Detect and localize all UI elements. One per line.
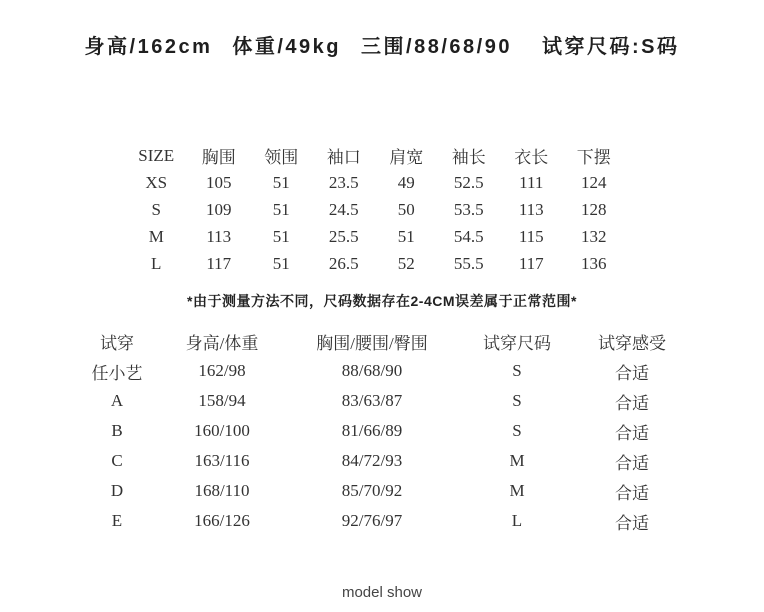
fit-table-row — [82, 476, 682, 506]
size-table-column-header: 领围 — [264, 148, 299, 167]
size-table-cell: M — [148, 226, 164, 246]
fit-table-cell: 合适 — [615, 423, 649, 443]
fit-table-column-header: 试穿感受 — [598, 333, 666, 353]
size-table-header-row — [125, 142, 625, 169]
model-measurements-label: 三围/88/68/90 — [361, 36, 512, 58]
fit-table-cell: B — [111, 421, 123, 440]
fit-table-row — [82, 416, 682, 446]
size-table-cell: 51 — [272, 253, 290, 273]
model-fit-size-label: 试穿尺码:S码 — [541, 36, 680, 58]
fit-table-column-header: 胸围/腰围/臀围 — [316, 333, 428, 353]
fit-table-column-header: 试穿尺码 — [483, 333, 551, 353]
fit-table-cell: S — [512, 391, 522, 410]
size-table-cell: 25.5 — [328, 226, 359, 246]
fit-table-cell: 合适 — [615, 513, 649, 533]
size-table-cell: 113 — [518, 199, 544, 219]
size-table-cell: 109 — [206, 199, 232, 219]
fit-table-cell: 合适 — [615, 453, 649, 473]
fit-table-cell: 83/63/87 — [341, 391, 403, 410]
size-table-column-header: SIZE — [138, 145, 175, 165]
size-table-cell: 50 — [397, 199, 415, 219]
size-table-column-header: 胸围 — [201, 148, 236, 167]
size-table-cell: 113 — [206, 226, 232, 246]
tolerance-note: *由于测量方法不同，尺码数据存在2-4CM误差属于正常范围* — [187, 293, 577, 309]
size-table-cell: 54.5 — [453, 226, 484, 246]
size-table-row — [125, 250, 625, 277]
size-table-cell: 26.5 — [328, 253, 359, 273]
size-table-column-header: 肩宽 — [389, 148, 424, 167]
model-weight-label: 体重/49kg — [232, 36, 342, 58]
fit-table-row — [82, 386, 682, 416]
size-table-cell: 117 — [206, 253, 232, 273]
fit-table-cell: 168/110 — [194, 481, 250, 500]
size-table-row — [125, 196, 625, 223]
size-table-cell: 128 — [581, 199, 607, 219]
size-table-cell: 132 — [581, 226, 607, 246]
fit-table-cell: D — [110, 481, 124, 500]
fit-table-cell: M — [509, 451, 525, 470]
fit-table-cell: E — [111, 511, 123, 530]
fit-table-cell: 合适 — [615, 363, 649, 383]
size-table-cell: 51 — [397, 226, 415, 246]
fit-table-row — [82, 506, 682, 536]
size-table-cell: 51 — [272, 226, 290, 246]
fit-table-cell: 84/72/93 — [341, 451, 403, 470]
size-table-column-header: 袖长 — [451, 148, 486, 167]
model-height-label: 身高/162cm — [84, 36, 213, 58]
model-stats-line — [0, 30, 764, 59]
model-show-caption: model show — [341, 584, 423, 601]
size-table-row — [125, 169, 625, 196]
size-table — [125, 142, 625, 277]
size-table-cell: 51 — [272, 199, 290, 219]
fit-table-cell: 88/68/90 — [341, 361, 403, 380]
size-table-column-header: 下摆 — [576, 148, 611, 167]
size-table-cell: S — [151, 199, 161, 219]
fit-table-cell: S — [512, 361, 522, 380]
fit-report-table — [82, 326, 682, 536]
size-table-cell: L — [151, 253, 162, 273]
fit-table-row — [82, 446, 682, 476]
fit-table-cell: 92/76/97 — [341, 511, 403, 530]
size-table-cell: 49 — [397, 172, 415, 192]
size-table-row — [125, 223, 625, 250]
fit-table-row — [82, 356, 682, 386]
fit-table-header-row — [82, 326, 682, 356]
size-table-cell: 55.5 — [453, 253, 484, 273]
fit-table-cell: 85/70/92 — [341, 481, 403, 500]
fit-table-cell: S — [512, 421, 522, 440]
size-table-cell: XS — [145, 172, 168, 192]
fit-table-cell: 162/98 — [198, 361, 246, 380]
fit-table-column-header: 试穿 — [100, 333, 134, 353]
fit-table-cell: 81/66/89 — [341, 421, 403, 440]
fit-table-cell: 任小艺 — [91, 363, 143, 383]
size-table-cell: 124 — [581, 172, 607, 192]
fit-table-column-header: 身高/体重 — [185, 333, 259, 353]
fit-table-cell: 158/94 — [198, 391, 246, 410]
fit-table-cell: 166/126 — [194, 511, 250, 530]
size-table-cell: 105 — [206, 172, 232, 192]
size-table-cell: 111 — [519, 172, 544, 192]
size-table-cell: 115 — [518, 226, 544, 246]
size-table-cell: 53.5 — [453, 199, 484, 219]
size-table-column-header: 衣长 — [514, 148, 549, 167]
fit-table-cell: M — [509, 481, 525, 500]
fit-table-cell: 160/100 — [194, 421, 250, 440]
size-table-cell: 117 — [518, 253, 544, 273]
fit-table-cell: C — [111, 451, 123, 470]
size-table-cell: 51 — [272, 172, 290, 192]
size-table-cell: 52 — [397, 253, 415, 273]
fit-table-cell: L — [511, 511, 523, 530]
size-table-cell: 136 — [581, 253, 607, 273]
fit-table-cell: A — [110, 391, 124, 410]
size-table-cell: 52.5 — [453, 172, 484, 192]
fit-table-cell: 163/116 — [194, 451, 250, 470]
size-table-column-header: 袖口 — [326, 148, 361, 167]
size-table-cell: 23.5 — [328, 172, 359, 192]
fit-table-cell: 合适 — [615, 393, 649, 413]
size-table-cell: 24.5 — [328, 199, 359, 219]
fit-table-cell: 合适 — [615, 483, 649, 503]
